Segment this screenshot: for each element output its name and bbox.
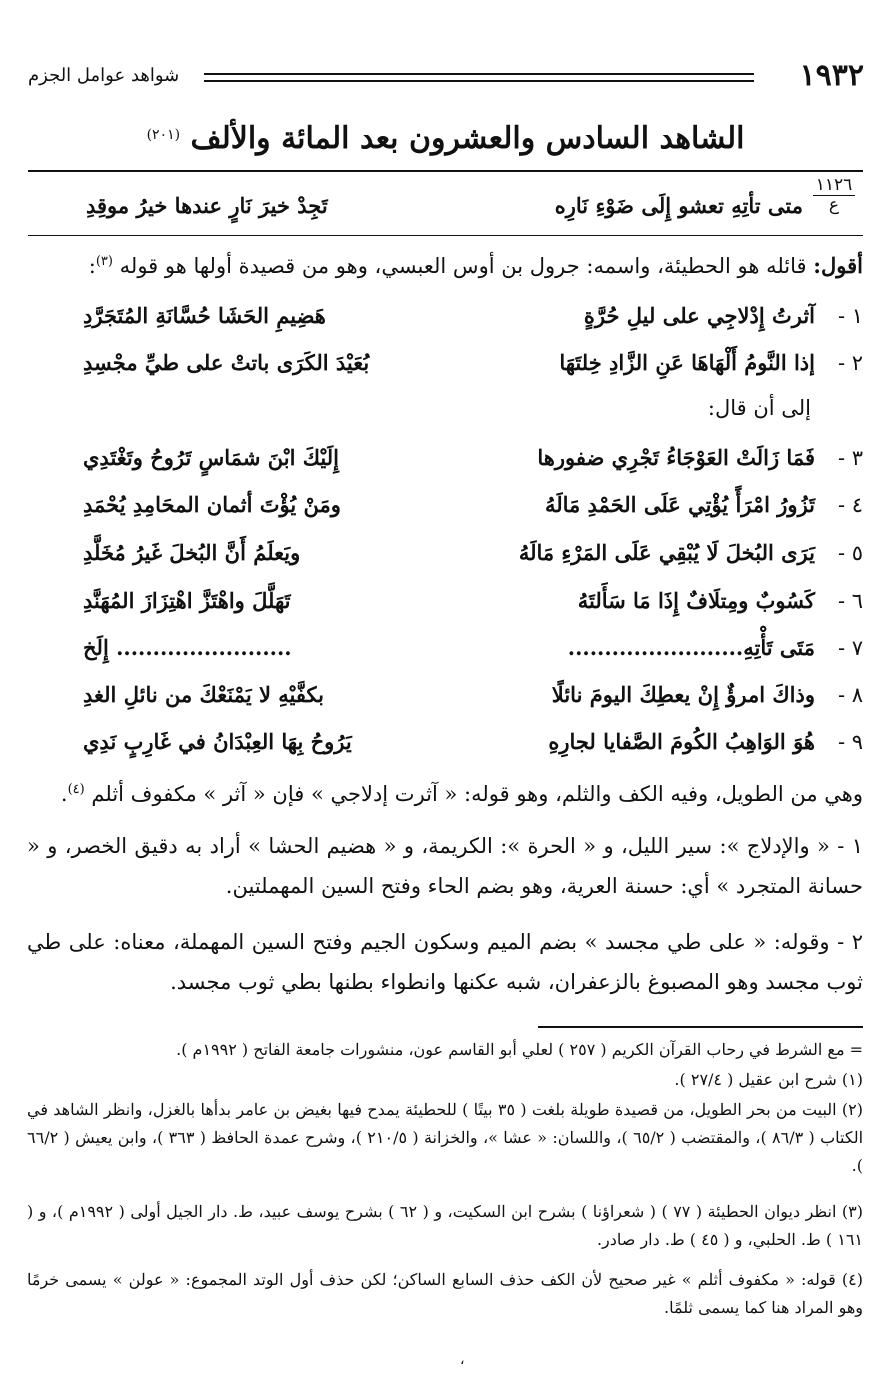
poem-line — [27, 482, 863, 528]
shahid-number-sub: ع — [828, 195, 840, 215]
poem-line-number: ٤ - — [837, 493, 863, 517]
intro-note: (٣) — [95, 254, 113, 269]
header-double-rule — [204, 73, 754, 82]
title-rule — [28, 170, 863, 172]
intro-paragraph — [27, 242, 863, 286]
intro-end: : — [88, 254, 96, 278]
poem-second-hemistich: هَضِيمِ الحَشَا حُسَّانَةِ المُتَجَرَّدِ — [83, 303, 326, 328]
footnote: = مع الشرط في رحاب القرآن الكريم ( ٢٥٧ ) لعلي أبو القاسم عون، منشورات جامعة الفاتح ( ١٩٩٢م ). — [176, 1040, 863, 1059]
shahid-number — [805, 176, 863, 214]
poem-second-hemistich: ويَعلَمُ أَنَّ البُخلَ غَيرُ مُخَلَّدِ — [83, 540, 301, 565]
running-title: شواهد عوامل الجزم — [28, 65, 180, 86]
meter-paragraph — [27, 770, 863, 814]
poem-line-number: ٨ - — [837, 683, 863, 707]
poem-second-hemistich: إِلَيْكَ ابْنَ شمَاسٍ تَرُوحُ وتَغْتَدِي — [83, 445, 339, 470]
poem-first-hemistich: فَمَا زَالَتْ العَوْجَاءُ تَجْرِي ضفورها — [537, 445, 815, 470]
explanation-paragraph: ٢ - وقوله: « على طي مجسد » بضم الميم وسكون الجيم وفتح السين المهملة، معناه: على طي ثوب مجسد وهو المصبوغ بالزعفران، شبه عكنها وانطواء بطنها بطي ثوب مجسد. — [27, 930, 863, 994]
poem-second-hemistich: يَرُوحُ بِهَا العِبْدَانُ في غَارِبٍ نَدِي — [83, 729, 352, 754]
shahid-first-hemistich: متى تأتِهِ تعشو إِلَى ضَوْءِ نَارِه — [554, 193, 803, 218]
meter-note: (٤) — [67, 782, 85, 797]
poem-first-hemistich: كَسُوبٌ ومِتلَافٌ إِذَا مَا سَأَلتَهُ — [577, 588, 815, 613]
poem-line-number: ٩ - — [837, 730, 863, 754]
shahid-number-value: ١١٢٦ — [815, 175, 853, 195]
poem-first-hemistich: يَرَى البُخلَ لَا يُبْقِي عَلَى المَرْءِ مَالَهُ — [518, 540, 815, 565]
poem-first-hemistich: آثرتُ إِدْلاجِي على ليلِ حُرَّةٍ — [583, 303, 815, 328]
meter-end: . — [60, 782, 68, 806]
page-number: ١٩٣٢ — [799, 58, 864, 93]
footnote: (٢) البيت من بحر الطويل، من قصيدة طويلة بلغت ( ٣٥ بيتًا ) للحطيئة يمدح فيها بغيض بن عامر بدأها بالغزل، وانظر الشاهد في الكتاب ( ٨٦/٣ )، والمقتضب ( ٦٥/٢ )، واللسان: « عشا »، والخزانة ( ٢١٠/٥ )، وشرح عمدة الحافظ ( ٣٦٣ )، وابن يعيش ( ٦٦/٢ ). — [27, 1100, 864, 1175]
footnote: (٣) انظر ديوان الحطيئة ( ٧٧ ) ( شعراؤنا ) بشرح ابن السكيت، و ( ٦٢ ) بشرح يوسف عبيد، ط. دار الجيل أولى ( ١٩٩٢م )، و ( ١٦١ ) ط. الحلبي، و ( ٤٥ ) ط. دار صادر. — [27, 1202, 864, 1249]
page-mark: ، — [460, 1352, 465, 1368]
poem-second-hemistich: ........................ إِلَخ — [83, 635, 292, 660]
poem-first-hemistich: هُوَ الوَاهِبُ الكُومَ الصَّفايا لجارِهِ — [548, 729, 815, 754]
footnote-rule — [538, 1026, 863, 1028]
poem-line-number: ١ - — [837, 304, 863, 328]
meter-text: وهي من الطويل، وفيه الكف والثلم، وهو قوله: « آثرت إدلاجي » فإن « آثر » مكفوف أثلم — [91, 782, 863, 806]
poem-first-hemistich: مَتَى تَأْتِهِ........................ — [567, 635, 815, 660]
poem-line-number: ٦ - — [837, 589, 863, 613]
poem-line-number: ٥ - — [837, 541, 863, 565]
poem-second-hemistich: بكفَّيْهِ لا يَمْنَعْكَ من نائلِ الغدِ — [83, 682, 324, 707]
footnote: (٤) قوله: « مكفوف أثلم » غير صحيح لأن الكف حذف السابع الساكن؛ لكن حذف أول الوتد المجموع: « عولن » يسمى خرمًا وهو المراد هنا كما يسمى ثلمًا. — [27, 1270, 863, 1317]
poem-line — [27, 435, 863, 481]
transition-text: إلى أن قال: — [707, 396, 811, 420]
poem-line-number: ٣ - — [837, 446, 863, 470]
footnote: (١) شرح ابن عقيل ( ٢٧/٤ ). — [674, 1070, 863, 1089]
poem-second-hemistich: ومَنْ يُؤْتَ أثمان المحَامِدِ يُحْمَدِ — [83, 492, 341, 517]
page-header — [28, 56, 864, 96]
section-title — [0, 116, 891, 162]
poem-line — [27, 719, 863, 765]
poem-line — [27, 293, 863, 339]
poem-second-hemistich: تَهَلَّلَ واهْتَزَّ اهْتِزَازَ المُهَنَّدِ — [83, 588, 291, 613]
poem-line — [27, 530, 863, 576]
poem-first-hemistich: تَزُورُ امْرَأً يُؤْتِي عَلَى الحَمْدِ مَالَهُ — [544, 492, 815, 517]
intro-text: قائله هو الحطيئة، واسمه: جرول بن أوس العبسي، وهو من قصيدة أولها هو قوله — [119, 254, 807, 278]
section-title-text: الشاهد السادس والعشرون بعد المائة والألف — [190, 121, 745, 156]
poem-line-number: ٧ - — [837, 636, 863, 660]
shahid-rule — [28, 235, 863, 236]
section-title-note: (٢٠١) — [146, 127, 181, 143]
shahid-second-hemistich: تَجِدْ خيرَ نَارٍ عندها خيرُ موقِدِ — [86, 193, 328, 218]
poem-line — [27, 672, 863, 718]
poem-second-hemistich: بُعَيْدَ الكَرَى باتتْ على طيِّ مجْسِدِ — [83, 350, 370, 375]
poem-line-number: ٢ - — [837, 351, 863, 375]
poem-line — [27, 340, 863, 386]
poem-first-hemistich: إذا النَّومُ أَلْهَاهَا عَنِ الزَّادِ خِلتَهَا — [559, 350, 815, 375]
poem-line — [27, 625, 863, 671]
poem-line — [27, 578, 863, 624]
intro-label: أقول: — [813, 253, 863, 278]
poem-first-hemistich: وذاكَ امرؤٌ إِنْ يعطِكَ اليومَ نائلًا — [551, 682, 815, 707]
explanation-paragraph: ١ - « والإدلاج »: سير الليل، و « الحرة »: الكريمة، و « هضيم الحشا » أراد به دقيق الخصر، و « حسانة المتجرد » أي: حسنة العرية، وهو بضم الحاء وفتح السين المهملتين. — [27, 834, 863, 898]
